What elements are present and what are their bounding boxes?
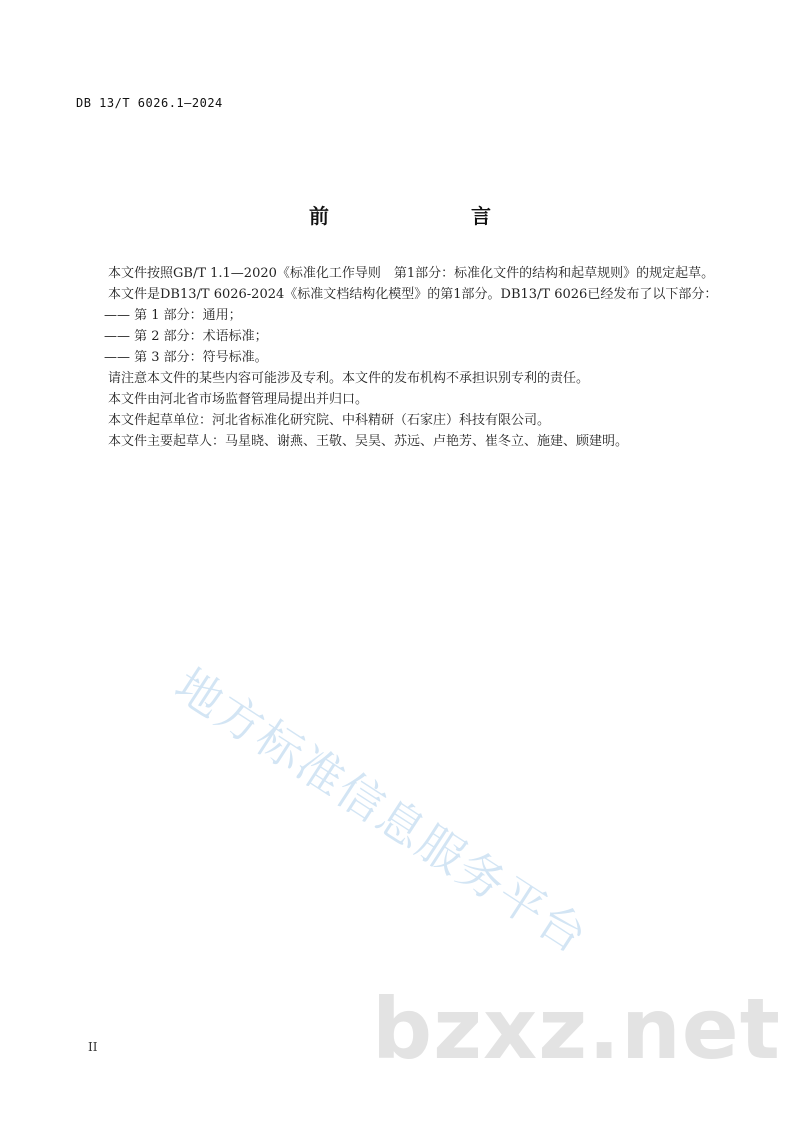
watermark-platform-text: 地方标准信息服务平台 xyxy=(165,657,598,965)
foreword-body xyxy=(82,263,722,452)
part-list-item: —— 第 2 部分：术语标准； xyxy=(104,329,268,344)
part-list-item: —— 第 3 部分：符号标准。 xyxy=(104,350,268,365)
page-title: 前 言 xyxy=(309,204,525,228)
paragraph-drafting-units: 本文件起草单位：河北省标准化研究院、中科精研（石家庄）科技有限公司。 xyxy=(108,413,551,428)
paragraph-drafting-rules: 本文件按照GB/T 1.1—2020《标准化工作导则 第1部分：标准化文件的结构和起草规则》的规定起草。 xyxy=(108,266,715,281)
part-list-item: —— 第 1 部分：通用； xyxy=(104,308,242,323)
document-code: DB 13/T 6026.1—2024 xyxy=(76,96,223,110)
paragraph-series-parts: 本文件是DB13/T 6026-2024《标准文档结构化模型》的第1部分。DB13/T 6026已经发布了以下部分： xyxy=(108,287,718,302)
page-number: II xyxy=(88,1040,98,1054)
watermark-site-text: bzxz.net xyxy=(372,980,781,1078)
paragraph-proposer: 本文件由河北省市场监督管理局提出并归口。 xyxy=(108,392,369,407)
paragraph-patent-notice: 请注意本文件的某些内容可能涉及专利。本文件的发布机构不承担识别专利的责任。 xyxy=(108,371,590,386)
paragraph-drafters: 本文件主要起草人：马星晓、谢燕、王敬、吴昊、苏远、卢艳芳、崔冬立、施建、顾建明。 xyxy=(108,434,629,449)
